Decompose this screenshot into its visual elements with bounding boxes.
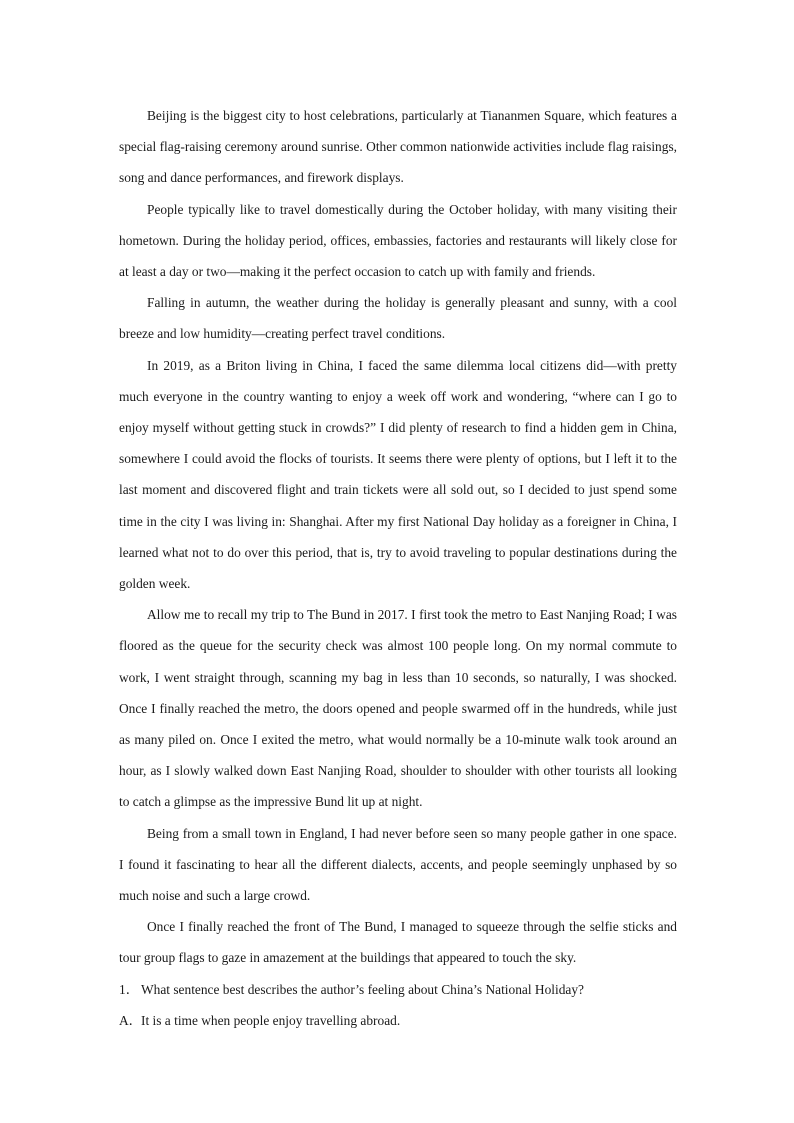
option-a bbox=[119, 1005, 677, 1036]
paragraph-6: Being from a small town in England, I had never before seen so many people gather in one space. I found it fascinating to hear all the different dialects, accents, and people seemingly unphased by so much noise and such a large crowd. bbox=[119, 825, 677, 904]
question-number: 1． bbox=[119, 981, 140, 997]
paragraph-7: Once I finally reached the front of The Bund, I managed to squeeze through the selfie sticks and tour group flags to gaze in amazement at the buildings that appeared to touch the sky. bbox=[119, 919, 677, 966]
question-1 bbox=[119, 974, 677, 1005]
option-key: A． bbox=[119, 1012, 143, 1028]
option-text: It is a time when people enjoy travelling abroad. bbox=[141, 1012, 401, 1028]
paragraph-3: Falling in autumn, the weather during the holiday is generally pleasant and sunny, with a cool breeze and low humidity—creating perfect travel conditions. bbox=[119, 295, 677, 342]
document-body bbox=[119, 100, 677, 1036]
paragraph-1: Beijing is the biggest city to host celebrations, particularly at Tiananmen Square, which features a special flag-raising ceremony around sunrise. Other common nationwide activities include flag raisings, song and dance performances, and firework displays. bbox=[119, 108, 677, 186]
paragraph-2: People typically like to travel domestically during the October holiday, with many visiting their hometown. During the holiday period, offices, embassies, factories and restaurants will likely close for at least a day or two—making it the perfect occasion to catch up with family and friends. bbox=[119, 201, 677, 280]
paragraph-5: Allow me to recall my trip to The Bund in 2017. I first took the metro to East Nanjing Road; I was floored as the queue for the security check was almost 100 people long. On my normal commute to work, I went straight through, scanning my bag in less than 10 seconds, so naturally, I was shocked. Once I finally reached the metro, the doors opened and people swarmed off in the hundreds, while just as many piled on. Once I exited the metro, what would normally be a 10-minute walk took around an hour, as I slowly walked down East Nanjing Road, shoulder to shoulder with other tourists all looking to catch a glimpse as the impressive Bund lit up at night. bbox=[119, 607, 677, 810]
paragraph-4: In 2019, as a Briton living in China, I faced the same dilemma local citizens did—with pretty much everyone in the country wanting to enjoy a week off work and wondering, “where can I go to enjoy myself without getting stuck in crowds?” I did plenty of research to find a hidden gem in China, somewhere I could avoid the flocks of tourists. It seems there were plenty of options, but I left it to the last moment and discovered flight and train tickets were all sold out, so I decided to just spend some time in the city I was living in: Shanghai. After my first National Day holiday as a foreigner in China, I learned what not to do over this period, that is, try to avoid traveling to popular destinations during the golden week. bbox=[119, 357, 677, 592]
question-text: What sentence best describes the author’s feeling about China’s National Holiday? bbox=[141, 981, 584, 997]
